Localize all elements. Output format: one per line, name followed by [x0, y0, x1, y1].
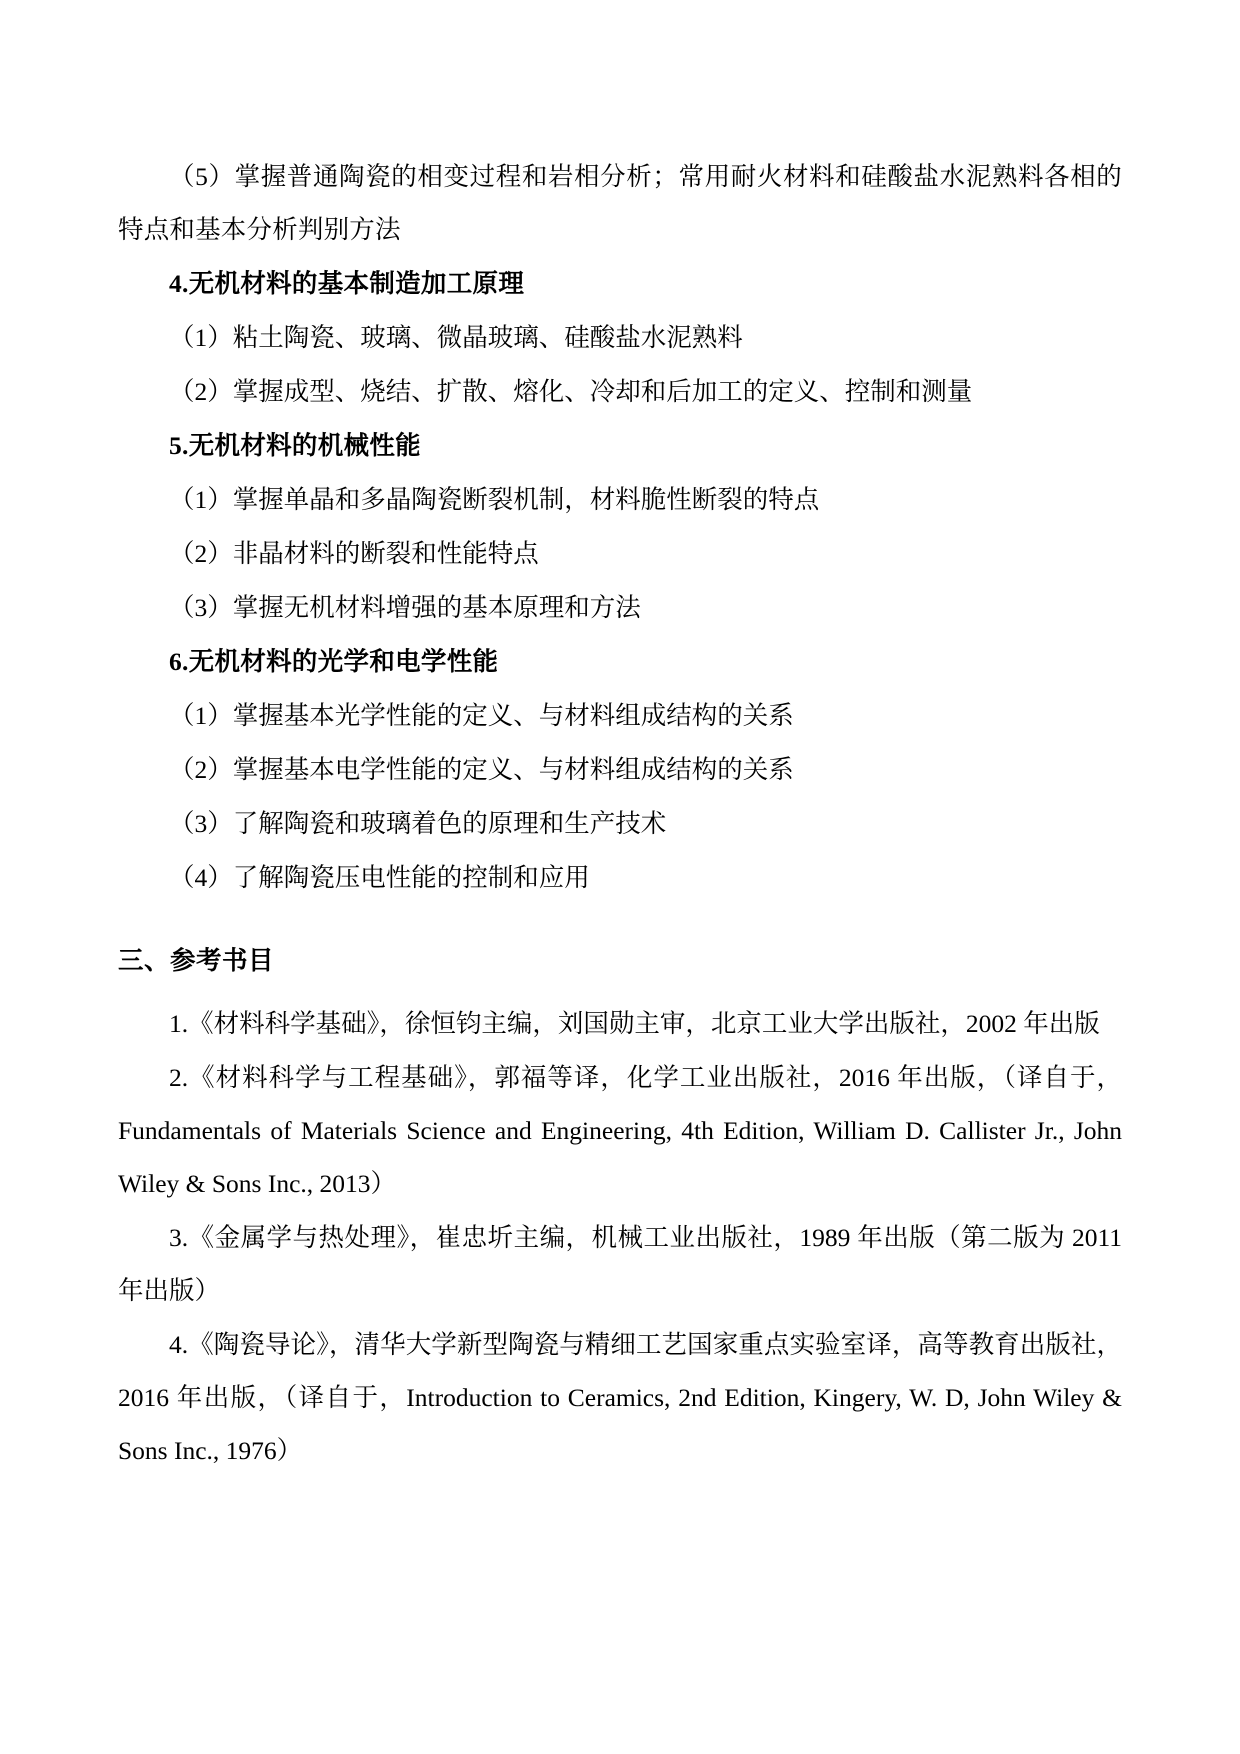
outline-subitem-6-2: （2）掌握基本电学性能的定义、与材料组成结构的关系	[169, 755, 794, 784]
references-heading: 三、参考书目	[118, 946, 275, 975]
outline-subitem-5-1: （1）掌握单晶和多晶陶瓷断裂机制，材料脆性断裂的特点	[169, 485, 820, 514]
outline-heading-4: 4.无机材料的基本制造加工原理	[169, 269, 525, 298]
outline-subitem-6-4: （4）了解陶瓷压电性能的控制和应用	[169, 863, 590, 892]
document-body	[118, 150, 1122, 1477]
outline-subitem-5-3: （3）掌握无机材料增强的基本原理和方法	[169, 593, 641, 622]
reference-item-1: 1.《材料科学基础》，徐恒钧主编，刘国勋主审，北京工业大学出版社，2002 年出版	[169, 1009, 1100, 1038]
outline-paragraph-item-5-phase: （5）掌握普通陶瓷的相变过程和岩相分析；常用耐火材料和硅酸盐水泥熟料各相的特点和基本分析判别方法	[118, 162, 1122, 244]
reference-item-2: 2.《材料科学与工程基础》，郭福等译，化学工业出版社，2016 年出版，（译自于，Fundamentals of Materials Science and Engineering, 4th Edition, William D. Callister Jr., John Wiley & Sons Inc., 2013）	[118, 1063, 1122, 1198]
outline-subitem-4-2: （2）掌握成型、烧结、扩散、熔化、冷却和后加工的定义、控制和测量	[169, 377, 973, 406]
outline-heading-5: 5.无机材料的机械性能	[169, 431, 421, 460]
outline-heading-6: 6.无机材料的光学和电学性能	[169, 647, 499, 676]
outline-subitem-5-2: （2）非晶材料的断裂和性能特点	[169, 539, 539, 568]
reference-item-4: 4.《陶瓷导论》，清华大学新型陶瓷与精细工艺国家重点实验室译，高等教育出版社，2016 年出版，（译自于，Introduction to Ceramics, 2nd Edition, Kingery, W. D, John Wiley & Sons Inc., 1976）	[118, 1330, 1122, 1465]
outline-subitem-6-1: （1）掌握基本光学性能的定义、与材料组成结构的关系	[169, 701, 794, 730]
reference-item-3: 3.《金属学与热处理》，崔忠圻主编，机械工业出版社，1989 年出版（第二版为 2011 年出版）	[118, 1223, 1122, 1305]
outline-subitem-4-1: （1）粘土陶瓷、玻璃、微晶玻璃、硅酸盐水泥熟料	[169, 323, 743, 352]
outline-subitem-6-3: （3）了解陶瓷和玻璃着色的原理和生产技术	[169, 809, 667, 838]
